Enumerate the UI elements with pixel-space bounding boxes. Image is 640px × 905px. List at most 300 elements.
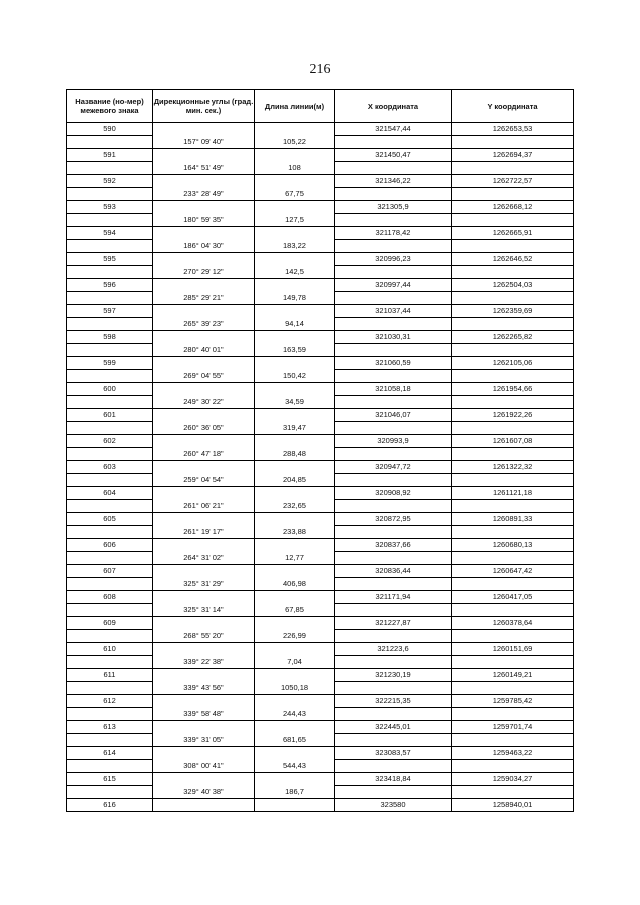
- empty-cell: [255, 591, 335, 604]
- empty-cell: [255, 669, 335, 682]
- direction-angle: 325° 31' 29": [153, 578, 255, 591]
- line-length: 226,99: [255, 630, 335, 643]
- point-name: 608: [67, 591, 153, 604]
- empty-cell: [452, 214, 574, 227]
- empty-cell: [153, 435, 255, 448]
- y-coordinate: 1261121,18: [452, 487, 574, 500]
- table-row: [67, 552, 574, 565]
- y-coordinate: 1260647,42: [452, 565, 574, 578]
- point-name: 602: [67, 435, 153, 448]
- point-name: 595: [67, 253, 153, 266]
- point-name: 606: [67, 539, 153, 552]
- empty-cell: [452, 604, 574, 617]
- line-length: 681,65: [255, 734, 335, 747]
- point-name: 616: [67, 799, 153, 812]
- x-coordinate: 320997,44: [335, 279, 452, 292]
- empty-cell: [153, 175, 255, 188]
- empty-cell: [255, 435, 335, 448]
- y-coordinate: 1262722,57: [452, 175, 574, 188]
- empty-cell: [153, 253, 255, 266]
- empty-cell: [452, 630, 574, 643]
- empty-cell: [153, 799, 255, 812]
- empty-cell: [452, 760, 574, 773]
- empty-cell: [335, 604, 452, 617]
- direction-angle: 339° 43' 56": [153, 682, 255, 695]
- table-row: [67, 500, 574, 513]
- empty-cell: [67, 448, 153, 461]
- page-number: 216: [309, 62, 331, 77]
- y-coordinate: 1262646,52: [452, 253, 574, 266]
- point-name: 592: [67, 175, 153, 188]
- empty-cell: [67, 578, 153, 591]
- empty-cell: [153, 409, 255, 422]
- empty-cell: [67, 682, 153, 695]
- table-row: [67, 305, 574, 318]
- empty-cell: [452, 396, 574, 409]
- y-coordinate: 1262265,82: [452, 331, 574, 344]
- direction-angle: 259° 04' 54": [153, 474, 255, 487]
- empty-cell: [67, 240, 153, 253]
- y-coordinate: 1260891,33: [452, 513, 574, 526]
- x-coordinate: 321046,07: [335, 409, 452, 422]
- empty-cell: [335, 708, 452, 721]
- table-row: [67, 448, 574, 461]
- empty-cell: [153, 565, 255, 578]
- empty-cell: [335, 396, 452, 409]
- empty-cell: [255, 409, 335, 422]
- table-row: [67, 617, 574, 630]
- empty-cell: [255, 331, 335, 344]
- empty-cell: [153, 383, 255, 396]
- line-length: 67,85: [255, 604, 335, 617]
- table-row: [67, 331, 574, 344]
- empty-cell: [335, 240, 452, 253]
- empty-cell: [67, 760, 153, 773]
- table-row: [67, 513, 574, 526]
- empty-cell: [67, 370, 153, 383]
- x-coordinate: 322215,35: [335, 695, 452, 708]
- direction-angle: 260° 36' 05": [153, 422, 255, 435]
- header-angle: Дирекционные углы (град. мин. сек.): [153, 90, 255, 123]
- empty-cell: [153, 227, 255, 240]
- empty-cell: [255, 539, 335, 552]
- line-length: 127,5: [255, 214, 335, 227]
- empty-cell: [255, 617, 335, 630]
- point-name: 607: [67, 565, 153, 578]
- x-coordinate: 320872,95: [335, 513, 452, 526]
- table-row: [67, 578, 574, 591]
- y-coordinate: 1259701,74: [452, 721, 574, 734]
- line-length: 67,75: [255, 188, 335, 201]
- empty-cell: [255, 773, 335, 786]
- point-name: 601: [67, 409, 153, 422]
- table-row: [67, 461, 574, 474]
- table-row: [67, 591, 574, 604]
- empty-cell: [67, 396, 153, 409]
- direction-angle: 339° 58' 48": [153, 708, 255, 721]
- point-name: 591: [67, 149, 153, 162]
- y-coordinate: 1261607,08: [452, 435, 574, 448]
- table-row: [67, 422, 574, 435]
- x-coordinate: 320836,44: [335, 565, 452, 578]
- y-coordinate: 1258940,01: [452, 799, 574, 812]
- x-coordinate: 321058,18: [335, 383, 452, 396]
- direction-angle: 268° 55' 20": [153, 630, 255, 643]
- empty-cell: [255, 487, 335, 500]
- table-row: [67, 162, 574, 175]
- y-coordinate: 1262359,69: [452, 305, 574, 318]
- line-length: 319,47: [255, 422, 335, 435]
- y-coordinate: 1262105,06: [452, 357, 574, 370]
- empty-cell: [255, 565, 335, 578]
- table-row: [67, 344, 574, 357]
- header-length: Длина линии(м): [255, 90, 335, 123]
- table-row: [67, 643, 574, 656]
- direction-angle: 329° 40' 38": [153, 786, 255, 799]
- empty-cell: [67, 266, 153, 279]
- x-coordinate: 321305,9: [335, 201, 452, 214]
- header-x: X координата: [335, 90, 452, 123]
- point-name: 610: [67, 643, 153, 656]
- y-coordinate: 1260149,21: [452, 669, 574, 682]
- y-coordinate: 1261322,32: [452, 461, 574, 474]
- empty-cell: [67, 656, 153, 669]
- table-row: [67, 383, 574, 396]
- empty-cell: [255, 799, 335, 812]
- table-row: [67, 266, 574, 279]
- empty-cell: [335, 266, 452, 279]
- direction-angle: 260° 47' 18": [153, 448, 255, 461]
- empty-cell: [335, 422, 452, 435]
- x-coordinate: 320996,23: [335, 253, 452, 266]
- point-name: 614: [67, 747, 153, 760]
- empty-cell: [67, 734, 153, 747]
- x-coordinate: 321230,19: [335, 669, 452, 682]
- point-name: 603: [67, 461, 153, 474]
- empty-cell: [67, 500, 153, 513]
- empty-cell: [255, 175, 335, 188]
- line-length: 94,14: [255, 318, 335, 331]
- empty-cell: [452, 318, 574, 331]
- empty-cell: [335, 188, 452, 201]
- empty-cell: [153, 461, 255, 474]
- x-coordinate: 321037,44: [335, 305, 452, 318]
- empty-cell: [67, 630, 153, 643]
- empty-cell: [335, 734, 452, 747]
- empty-cell: [335, 578, 452, 591]
- table-row: [67, 279, 574, 292]
- empty-cell: [67, 786, 153, 799]
- x-coordinate: 323083,57: [335, 747, 452, 760]
- table-row: [67, 565, 574, 578]
- empty-cell: [67, 604, 153, 617]
- empty-cell: [153, 721, 255, 734]
- empty-cell: [153, 643, 255, 656]
- y-coordinate: 1259785,42: [452, 695, 574, 708]
- x-coordinate: 320947,72: [335, 461, 452, 474]
- empty-cell: [67, 708, 153, 721]
- point-name: 593: [67, 201, 153, 214]
- empty-cell: [452, 526, 574, 539]
- direction-angle: 270° 29' 12": [153, 266, 255, 279]
- empty-cell: [335, 136, 452, 149]
- table-row: [67, 370, 574, 383]
- x-coordinate: 322445,01: [335, 721, 452, 734]
- empty-cell: [335, 292, 452, 305]
- direction-angle: 269° 04' 55": [153, 370, 255, 383]
- empty-cell: [452, 578, 574, 591]
- direction-angle: 339° 31' 05": [153, 734, 255, 747]
- direction-angle: 325° 31' 14": [153, 604, 255, 617]
- empty-cell: [452, 474, 574, 487]
- empty-cell: [335, 760, 452, 773]
- line-length: 12,77: [255, 552, 335, 565]
- point-name: 600: [67, 383, 153, 396]
- table-row: [67, 669, 574, 682]
- line-length: 288,48: [255, 448, 335, 461]
- empty-cell: [452, 422, 574, 435]
- x-coordinate: 320993,9: [335, 435, 452, 448]
- empty-cell: [153, 591, 255, 604]
- x-coordinate: 321547,44: [335, 123, 452, 136]
- empty-cell: [452, 500, 574, 513]
- direction-angle: 285° 29' 21": [153, 292, 255, 305]
- empty-cell: [452, 552, 574, 565]
- boundary-coordinates-table: [66, 89, 574, 812]
- y-coordinate: 1262653,53: [452, 123, 574, 136]
- line-length: 149,78: [255, 292, 335, 305]
- empty-cell: [255, 461, 335, 474]
- empty-cell: [452, 240, 574, 253]
- empty-cell: [67, 344, 153, 357]
- line-length: 244,43: [255, 708, 335, 721]
- empty-cell: [67, 188, 153, 201]
- table-header-row: [67, 90, 574, 123]
- y-coordinate: 1259463,22: [452, 747, 574, 760]
- y-coordinate: 1260378,64: [452, 617, 574, 630]
- direction-angle: 261° 19' 17": [153, 526, 255, 539]
- empty-cell: [452, 656, 574, 669]
- table-row: [67, 201, 574, 214]
- empty-cell: [452, 344, 574, 357]
- empty-cell: [452, 734, 574, 747]
- y-coordinate: 1261922,26: [452, 409, 574, 422]
- x-coordinate: 320908,92: [335, 487, 452, 500]
- table-row: [67, 656, 574, 669]
- empty-cell: [153, 357, 255, 370]
- table-row: [67, 682, 574, 695]
- x-coordinate: 321178,42: [335, 227, 452, 240]
- direction-angle: 233° 28' 49": [153, 188, 255, 201]
- line-length: 108: [255, 162, 335, 175]
- table-row: [67, 292, 574, 305]
- table-row: [67, 474, 574, 487]
- table-body: [67, 123, 574, 812]
- empty-cell: [335, 448, 452, 461]
- line-length: 163,59: [255, 344, 335, 357]
- direction-angle: 186° 04' 30": [153, 240, 255, 253]
- empty-cell: [255, 747, 335, 760]
- direction-angle: 157° 09' 40": [153, 136, 255, 149]
- direction-angle: 280° 40' 01": [153, 344, 255, 357]
- empty-cell: [153, 773, 255, 786]
- table-row: [67, 136, 574, 149]
- line-length: 150,42: [255, 370, 335, 383]
- table-row: [67, 630, 574, 643]
- table-row: [67, 747, 574, 760]
- x-coordinate: 321450,47: [335, 149, 452, 162]
- point-name: 604: [67, 487, 153, 500]
- table-row: [67, 721, 574, 734]
- line-length: 105,22: [255, 136, 335, 149]
- line-length: 142,5: [255, 266, 335, 279]
- point-name: 590: [67, 123, 153, 136]
- empty-cell: [67, 474, 153, 487]
- empty-cell: [452, 188, 574, 201]
- empty-cell: [452, 136, 574, 149]
- empty-cell: [452, 266, 574, 279]
- empty-cell: [452, 682, 574, 695]
- empty-cell: [255, 643, 335, 656]
- y-coordinate: 1261954,66: [452, 383, 574, 396]
- point-name: 599: [67, 357, 153, 370]
- empty-cell: [255, 305, 335, 318]
- empty-cell: [255, 721, 335, 734]
- y-coordinate: 1260680,13: [452, 539, 574, 552]
- table-row: [67, 214, 574, 227]
- x-coordinate: 321223,6: [335, 643, 452, 656]
- table-row: [67, 799, 574, 812]
- line-length: 232,65: [255, 500, 335, 513]
- empty-cell: [452, 448, 574, 461]
- table-row: [67, 695, 574, 708]
- line-length: 204,85: [255, 474, 335, 487]
- y-coordinate: 1260417,05: [452, 591, 574, 604]
- header-name: Название (но-мер) межевого знака: [67, 90, 153, 123]
- empty-cell: [153, 279, 255, 292]
- y-coordinate: 1262694,37: [452, 149, 574, 162]
- line-length: 544,43: [255, 760, 335, 773]
- table-row: [67, 409, 574, 422]
- empty-cell: [67, 422, 153, 435]
- point-name: 611: [67, 669, 153, 682]
- empty-cell: [335, 474, 452, 487]
- x-coordinate: 321060,59: [335, 357, 452, 370]
- x-coordinate: 321030,31: [335, 331, 452, 344]
- empty-cell: [153, 747, 255, 760]
- empty-cell: [153, 669, 255, 682]
- x-coordinate: 321346,22: [335, 175, 452, 188]
- direction-angle: 264° 31' 02": [153, 552, 255, 565]
- table-row: [67, 786, 574, 799]
- x-coordinate: 321227,87: [335, 617, 452, 630]
- empty-cell: [255, 357, 335, 370]
- x-coordinate: 323418,84: [335, 773, 452, 786]
- table-row: [67, 708, 574, 721]
- empty-cell: [335, 318, 452, 331]
- empty-cell: [67, 292, 153, 305]
- empty-cell: [335, 214, 452, 227]
- table-row: [67, 539, 574, 552]
- table-row: [67, 773, 574, 786]
- direction-angle: 308° 00' 41": [153, 760, 255, 773]
- table-row: [67, 435, 574, 448]
- empty-cell: [153, 539, 255, 552]
- line-length: 183,22: [255, 240, 335, 253]
- empty-cell: [335, 500, 452, 513]
- direction-angle: 261° 06' 21": [153, 500, 255, 513]
- empty-cell: [255, 253, 335, 266]
- table-row: [67, 734, 574, 747]
- table-row: [67, 253, 574, 266]
- line-length: 1050,18: [255, 682, 335, 695]
- empty-cell: [452, 786, 574, 799]
- table-row: [67, 396, 574, 409]
- direction-angle: 164° 51' 49": [153, 162, 255, 175]
- empty-cell: [335, 370, 452, 383]
- empty-cell: [255, 123, 335, 136]
- empty-cell: [67, 136, 153, 149]
- table-row: [67, 123, 574, 136]
- empty-cell: [67, 552, 153, 565]
- empty-cell: [153, 487, 255, 500]
- empty-cell: [67, 526, 153, 539]
- empty-cell: [452, 708, 574, 721]
- empty-cell: [335, 630, 452, 643]
- table-row: [67, 149, 574, 162]
- line-length: 406,98: [255, 578, 335, 591]
- empty-cell: [255, 513, 335, 526]
- empty-cell: [153, 149, 255, 162]
- point-name: 612: [67, 695, 153, 708]
- empty-cell: [452, 370, 574, 383]
- direction-angle: 180° 59' 35": [153, 214, 255, 227]
- x-coordinate: 323580: [335, 799, 452, 812]
- empty-cell: [153, 617, 255, 630]
- empty-cell: [153, 123, 255, 136]
- table-row: [67, 318, 574, 331]
- table-row: [67, 175, 574, 188]
- point-name: 609: [67, 617, 153, 630]
- empty-cell: [255, 227, 335, 240]
- table-row: [67, 604, 574, 617]
- table-row: [67, 526, 574, 539]
- point-name: 596: [67, 279, 153, 292]
- point-name: 597: [67, 305, 153, 318]
- empty-cell: [335, 526, 452, 539]
- empty-cell: [335, 656, 452, 669]
- direction-angle: 265° 39' 23": [153, 318, 255, 331]
- empty-cell: [153, 331, 255, 344]
- x-coordinate: 320837,66: [335, 539, 452, 552]
- empty-cell: [67, 214, 153, 227]
- point-name: 598: [67, 331, 153, 344]
- empty-cell: [153, 201, 255, 214]
- point-name: 613: [67, 721, 153, 734]
- direction-angle: 339° 22' 38": [153, 656, 255, 669]
- empty-cell: [255, 201, 335, 214]
- empty-cell: [452, 162, 574, 175]
- point-name: 594: [67, 227, 153, 240]
- empty-cell: [67, 162, 153, 175]
- y-coordinate: 1262668,12: [452, 201, 574, 214]
- empty-cell: [335, 786, 452, 799]
- y-coordinate: 1259034,27: [452, 773, 574, 786]
- direction-angle: 249° 30' 22": [153, 396, 255, 409]
- empty-cell: [255, 383, 335, 396]
- line-length: 34,59: [255, 396, 335, 409]
- empty-cell: [67, 318, 153, 331]
